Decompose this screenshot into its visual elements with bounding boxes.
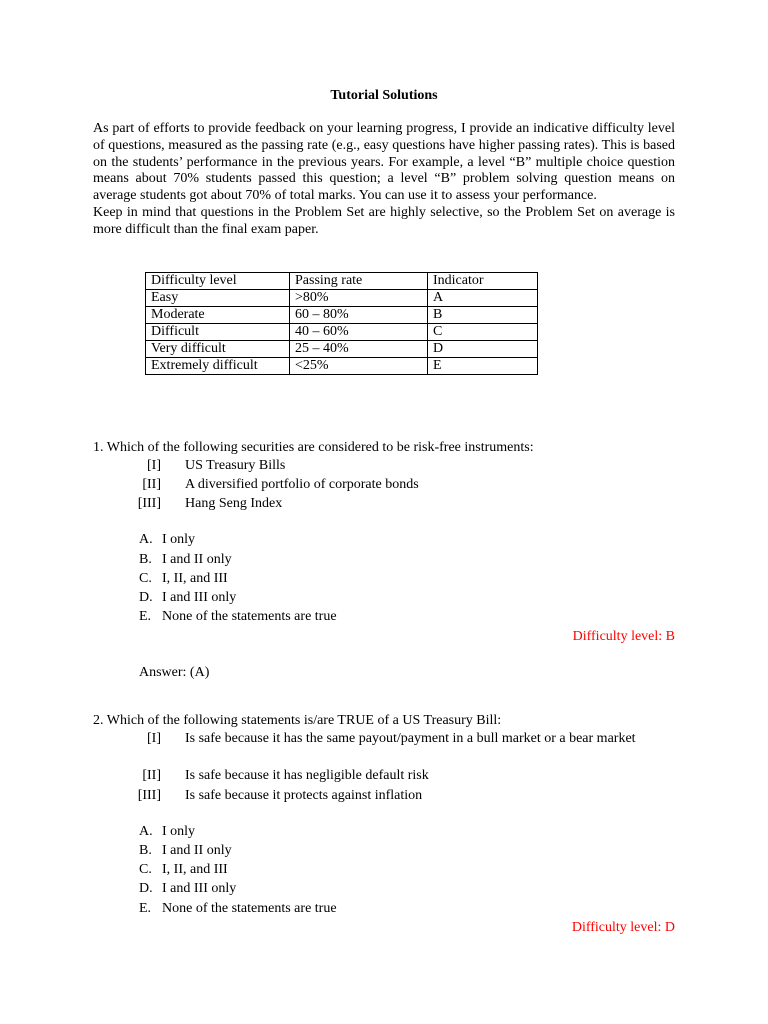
option-text: None of the statements are true — [162, 901, 337, 916]
table-header-cell: Passing rate — [290, 273, 428, 290]
table-cell: <25% — [290, 358, 428, 375]
table-header-cell: Indicator — [428, 273, 538, 290]
statement-number: [III] — [137, 496, 161, 511]
difficulty-table — [145, 272, 538, 375]
option-text: I and III only — [162, 881, 237, 896]
option-c — [139, 571, 228, 587]
table-cell: 25 – 40% — [290, 341, 428, 358]
option-letter: A. — [139, 824, 153, 839]
option-text: I only — [162, 824, 196, 839]
option-text: None of the statements are true — [162, 609, 337, 624]
table-row — [146, 307, 538, 324]
statement-number: [I] — [147, 731, 161, 746]
table-cell: Easy — [146, 290, 290, 307]
table-cell: A — [428, 290, 538, 307]
table-cell: B — [428, 307, 538, 324]
statement-text: Is safe because it has the same payout/payment in a bull market or a bear market — [185, 731, 636, 746]
table-cell: C — [428, 324, 538, 341]
option-text: I, II, and III — [162, 862, 228, 877]
difficulty-label: Difficulty level: B — [572, 629, 675, 644]
option-c — [139, 862, 228, 878]
answer-text: Answer: (A) — [139, 665, 210, 680]
difficulty-label: Difficulty level: D — [571, 920, 675, 935]
table-row — [146, 324, 538, 341]
table-cell: Extremely difficult — [146, 358, 290, 375]
option-letter: C. — [139, 571, 152, 586]
table-row — [146, 290, 538, 307]
option-text: I, II, and III — [162, 571, 228, 586]
option-letter: D. — [139, 590, 153, 605]
statement-text: Hang Seng Index — [185, 496, 283, 511]
statement-text: Is safe because it protects against inflation — [185, 788, 423, 803]
option-text: I and II only — [162, 843, 232, 858]
statement-number: [III] — [137, 788, 161, 803]
question-1-text: 1. Which of the following securities are considered to be risk-free instruments: — [93, 440, 534, 455]
statement-text: Is safe because it has negligible default risk — [185, 768, 429, 783]
intro-paragraph-1: As part of efforts to provide feedback on your learning progress, I provide an indicative difficulty level of questions, measured as the passing rate (e.g., easy questions have higher passing rates). This is based on the students’ performance in the previous years. For example, a level “B” multiple choice question means about 70% students passed this question; a level “B” problem solving question means on average students got about 70% of total marks. You can use it to assess your performance. — [93, 121, 675, 204]
table-cell: Moderate — [146, 307, 290, 324]
statement-number: [II] — [142, 768, 161, 783]
table-header-cell: Difficulty level — [146, 273, 290, 290]
option-d — [139, 881, 236, 897]
option-letter: E. — [139, 609, 152, 624]
intro-text — [93, 121, 675, 239]
option-b — [139, 843, 232, 859]
option-e — [139, 609, 337, 625]
question-2-text: 2. Which of the following statements is/are TRUE of a US Treasury Bill: — [93, 713, 502, 728]
statement-text: A diversified portfolio of corporate bonds — [185, 477, 419, 492]
table-cell: E — [428, 358, 538, 375]
table-cell: Difficult — [146, 324, 290, 341]
table-cell: Very difficult — [146, 341, 290, 358]
table-row — [146, 341, 538, 358]
option-letter: A. — [139, 532, 153, 547]
option-letter: C. — [139, 862, 152, 877]
option-letter: D. — [139, 881, 153, 896]
option-letter: E. — [139, 901, 152, 916]
option-letter: B. — [139, 843, 152, 858]
table-header-row — [146, 273, 538, 290]
option-e — [139, 901, 337, 917]
table-cell: 60 – 80% — [290, 307, 428, 324]
statement-text: US Treasury Bills — [185, 458, 286, 473]
statement-number: [II] — [142, 477, 161, 492]
table-cell: 40 – 60% — [290, 324, 428, 341]
statement-number: [I] — [147, 458, 161, 473]
option-a — [139, 824, 195, 840]
table-row — [146, 358, 538, 375]
table-cell: D — [428, 341, 538, 358]
option-letter: B. — [139, 552, 152, 567]
page-title: Tutorial Solutions — [330, 88, 438, 103]
table-cell: >80% — [290, 290, 428, 307]
option-d — [139, 590, 236, 606]
option-text: I only — [162, 532, 196, 547]
option-b — [139, 552, 232, 568]
option-a — [139, 532, 195, 548]
intro-paragraph-2: Keep in mind that questions in the Problem Set are highly selective, so the Problem Set on average is more difficult than the final exam paper. — [93, 204, 675, 237]
option-text: I and III only — [162, 590, 237, 605]
option-text: I and II only — [162, 552, 232, 567]
